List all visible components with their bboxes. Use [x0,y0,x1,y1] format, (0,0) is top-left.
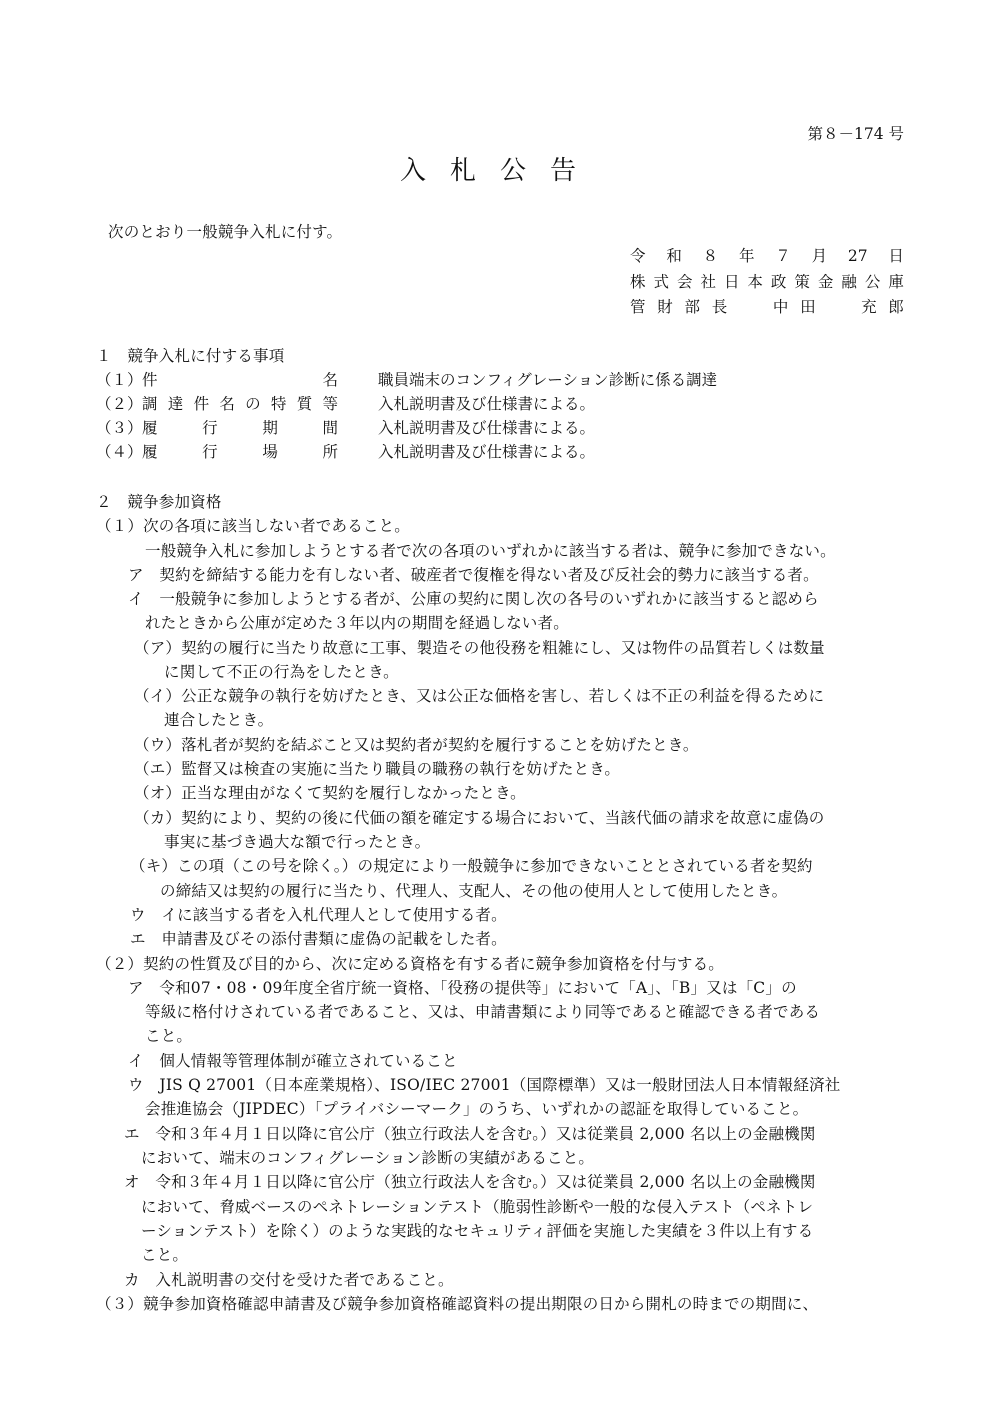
item-e: エ 申請書及びその添付書類に虚偽の記載をした者。 [130,930,507,948]
item-label: 件 名 [142,371,338,389]
qual-a: ア 令和07・08・09年度全省庁統一資格、「役務の提供等」において「A」、「B」又は「C」の [128,979,797,997]
sub-u: （ウ）落札者が契約を結ぶこと又は契約者が契約を履行することを妨げたとき。 [134,736,699,754]
item-value: 入札説明書及び仕様書による。 [378,395,596,413]
sub-a-cont: に関して不正の行為をしたとき。 [164,663,399,681]
qual-ka: カ 入札説明書の交付を受けた者であること。 [124,1271,454,1289]
item-value: 職員端末のコンフィグレーション診断に係る調達 [378,371,718,389]
sub-ki: （キ）この項（この号を除く。）の規定により一般競争に参加できないこととされている者を契約 [130,857,813,875]
item-1-1: （１） 件 名 職員端末のコンフィグレーション診断に係る調達 [96,368,717,392]
section-1-heading: １ 競争入札に付する事項 [96,347,285,365]
qual-a-cont: こと。 [145,1027,193,1045]
item-i-cont: れたときから公庫が定めた３年以内の期間を経過しない者。 [145,614,569,632]
sub-i-cont: 連合したとき。 [164,711,274,729]
officer-name: 管 財 部 長 中 田 充 郎 [630,298,904,316]
section-2-heading: ２ 競争参加資格 [96,493,222,511]
qual-o-cont: において、脅威ベースのペネトレーションテスト（脆弱性診断や一般的な侵入テスト（ペネトレ [141,1198,814,1216]
clause-2-2: （２）契約の性質及び目的から、次に定める資格を有する者に競争参加資格を付与する。 [96,955,725,973]
item-value: 入札説明書及び仕様書による。 [378,443,596,461]
clause-2-3: （３）競争参加資格確認申請書及び競争参加資格確認資料の提出期限の日から開札の時までの期間に、 [96,1295,819,1313]
qual-i: イ 個人情報等管理体制が確立されていること [128,1052,458,1070]
item-label: 履 行 場 所 [142,443,338,461]
sub-o: （オ）正当な理由がなくて契約を履行しなかったとき。 [134,784,526,802]
qual-u: ウ JIS Q 27001（日本産業規格）、ISO/IEC 27001（国際標準）又は一般財団法人日本情報経済社 [128,1076,841,1094]
sub-a: （ア）契約の履行に当たり故意に工事、製造その他役務を粗雑にし、又は物件の品質若しくは数量 [134,639,825,657]
qual-e: エ 令和３年４月１日以降に官公庁（独立行政法人を含む。）又は従業員 2,000 名以上の金融機関 [124,1125,816,1143]
qual-o-cont: こと。 [141,1246,189,1264]
intro-text: 次のとおり一般競争入札に付す。 [108,223,343,241]
sub-ka: （カ）契約により、契約の後に代価の額を確定する場合において、当該代価の請求を故意に虚偽の [134,809,825,827]
item-u: ウ イに該当する者を入札代理人として使用する者。 [130,906,507,924]
notice-date: 令 和 ８ 年 ７ 月 27 日 [630,247,904,265]
qual-a-cont: 等級に格付けされている者であること、又は、申請書類により同等であると確認できる者である [145,1003,821,1021]
sub-ka-cont: 事実に基づき過大な額で行ったとき。 [164,833,431,851]
item-a: ア 契約を締結する能力を有しない者、破産者で復権を得ない者及び反社会的勢力に該当する者。 [128,566,819,584]
item-i: イ 一般競争に参加しようとする者が、公庫の契約に関し次の各号のいずれかに該当すると認めら [128,590,819,608]
qual-o: オ 令和３年４月１日以降に官公庁（独立行政法人を含む。）又は従業員 2,000 名以上の金融機関 [124,1173,816,1191]
item-label: 調 達 件 名 の 特 質 等 [142,395,338,413]
sub-ki-cont: の締結又は契約の履行に当たり、代理人、支配人、その他の使用人として使用したとき。 [160,882,788,900]
qual-u-cont: 会推進協会（JIPDEC）「プライバシーマーク」のうち、いずれかの認証を取得していること。 [145,1100,809,1118]
item-label: 履 行 期 間 [142,419,338,437]
sub-i: （イ）公正な競争の執行を妨げたとき、又は公正な価格を害し、若しくは不正の利益を得るために [134,687,825,705]
clause-2-1: （１）次の各項に該当しない者であること。 [96,517,411,535]
clause-text: 一般競争入札に参加しようとする者で次の各項のいずれかに該当する者は、競争に参加できない。 [145,542,836,560]
item-1-4: （４） 履 行 場 所 入札説明書及び仕様書による。 [96,440,595,464]
item-1-3: （３） 履 行 期 間 入札説明書及び仕様書による。 [96,416,595,440]
qual-e-cont: において、端末のコンフィグレーション診断の実績があること。 [141,1149,595,1167]
document-number: 第８－174 号 [807,125,904,143]
item-value: 入札説明書及び仕様書による。 [378,419,596,437]
qual-o-cont: ーションテスト）を除く）のような実践的なセキュリティ評価を実施した実績を３件以上有する [141,1222,814,1240]
page-title: 入札公告 [399,156,600,186]
item-1-2: （２） 調 達 件 名 の 特 質 等 入札説明書及び仕様書による。 [96,392,595,416]
issuer-name: 株 式 会 社 日 本 政 策 金 融 公 庫 [630,273,904,291]
sub-e: （エ）監督又は検査の実施に当たり職員の職務の執行を妨げたとき。 [134,760,621,778]
